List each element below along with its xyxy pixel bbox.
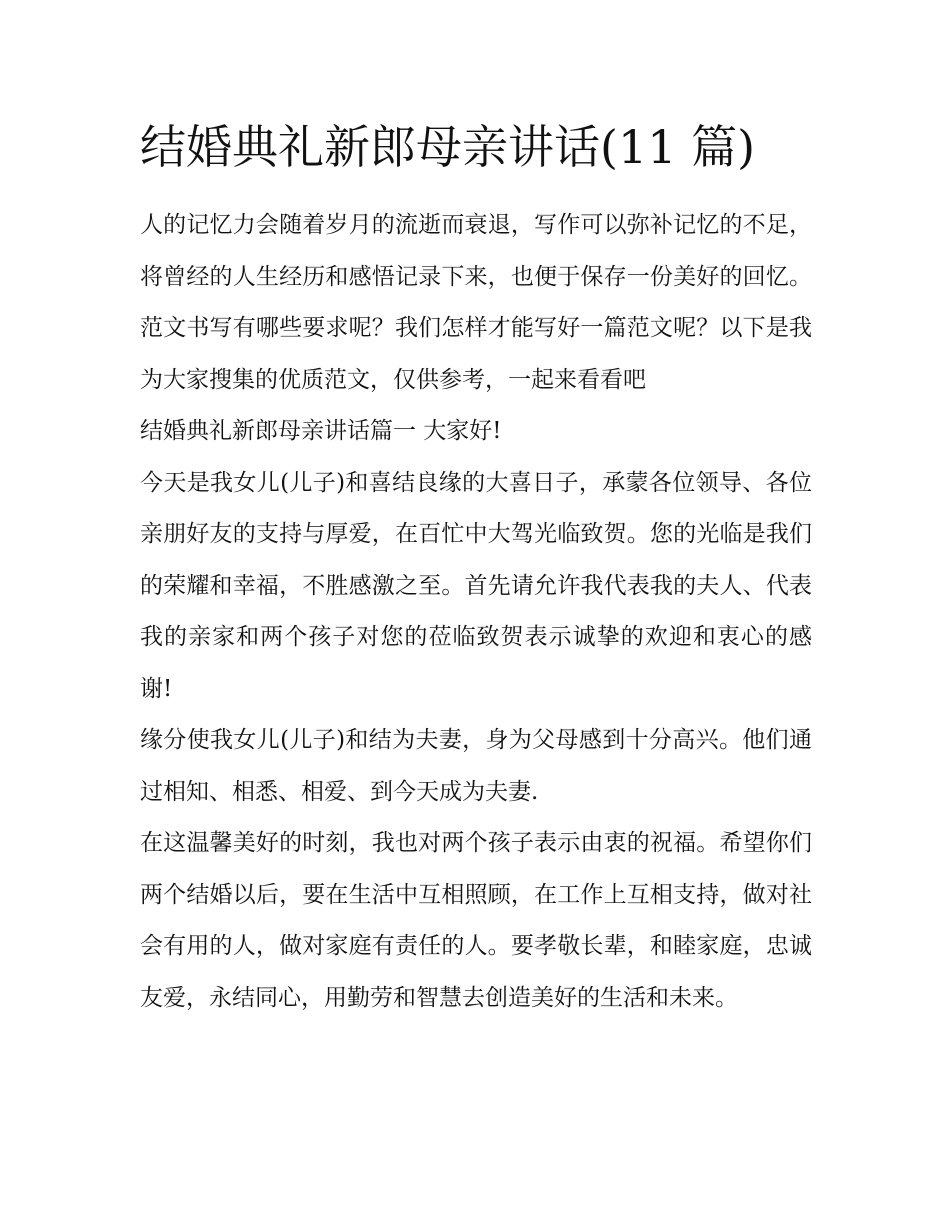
body-paragraph: 今天是我女儿(儿子)和喜结良缘的大喜日子，承蒙各位领导、各位亲朋好友的支持与厚爱，在百忙中大驾光临致贺。您的光临是我们的荣耀和幸福，不胜感激之至。首先请允许我代表我的夫人、代表我的亲家和两个孩子对您的莅临致贺表示诚挚的欢迎和衷心的感谢! [140, 469, 812, 702]
section-heading-paragraph: 结婚典礼新郎母亲讲话篇一 大家好! [140, 418, 502, 444]
document-title: 结婚典礼新郎母亲讲话(11 篇) [140, 120, 756, 174]
body-paragraph: 在这温馨美好的时刻，我也对两个孩子表示由衷的祝福。希望你们两个结婚以后，要在生活中互相照顾，在工作上互相支持，做对社会有用的人，做对家庭有责任的人。要孝敬长辈，和睦家庭，忠诚友爱，永结同心，用勤劳和智慧去创造美好的生活和未来。 [140, 830, 812, 1011]
body-paragraph: 缘分使我女儿(儿子)和结为夫妻，身为父母感到十分高兴。他们通过相知、相悉、相爱、到今天成为夫妻. [140, 727, 812, 805]
document-body [140, 112, 812, 1024]
intro-paragraph: 人的记忆力会随着岁月的流逝而衰退，写作可以弥补记忆的不足，将曾经的人生经历和感悟记录下来，也便于保存一份美好的回忆。范文书写有哪些要求呢？我们怎样才能写好一篇范文呢？以下是我为大家搜集的优质范文，仅供参考，一起来看看吧 [140, 212, 812, 393]
